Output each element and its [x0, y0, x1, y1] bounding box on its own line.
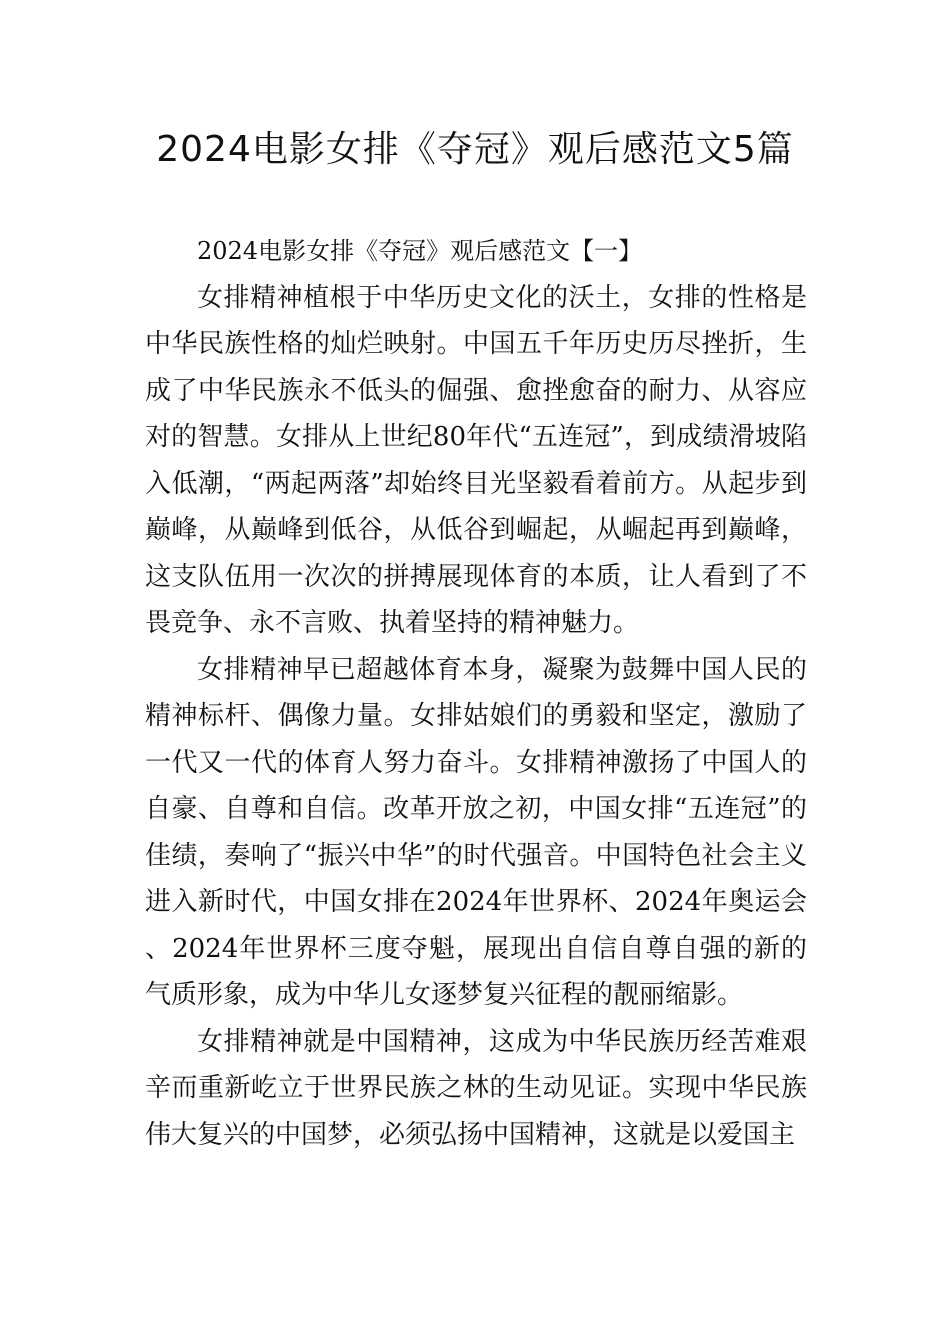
- paragraph-2: 女排精神早已超越体育本身，凝聚为鼓舞中国人民的精神标杆、偶像力量。女排姑娘们的勇毅和坚定，激励了一代又一代的体育人努力奋斗。女排精神激扬了中国人的自豪、自尊和自信。改革开放之初，中国女排“五连冠”的佳绩，奏响了“振兴中华”的时代强音。中国特色社会主义进入新时代，中国女排在2024年世界杯、2024年奥运会、2024年世界杯三度夺魁，展现出自信自尊自强的新的气质形象，成为中华儿女逐梦复兴征程的靓丽缩影。: [145, 654, 807, 1010]
- document-title: 2024电影女排《夺冠》观后感范文5篇: [156, 129, 794, 170]
- paragraph-1: 女排精神植根于中华历史文化的沃土，女排的性格是中华民族性格的灿烂映射。中国五千年历史历尽挫折，生成了中华民族永不低头的倔强、愈挫愈奋的耐力、从容应对的智慧。女排从上世纪80年代“五连冠”，到成绩滑坡陷入低潮，“两起两落”却始终目光坚毅看着前方。从起步到巅峰，从巅峰到低谷，从低谷到崛起，从崛起再到巅峰，这支队伍用一次次的拼搏展现体育的本质，让人看到了不畏竞争、永不言败、执着坚持的精神魅力。: [145, 282, 807, 638]
- document-body: [145, 228, 807, 1158]
- section-heading: 2024电影女排《夺冠》观后感范文【一】: [197, 237, 643, 265]
- paragraph-3: 女排精神就是中国精神，这成为中华民族历经苦难艰辛而重新屹立于世界民族之林的生动见证。实现中华民族伟大复兴的中国梦，必须弘扬中国精神，这就是以爱国主: [145, 1026, 807, 1150]
